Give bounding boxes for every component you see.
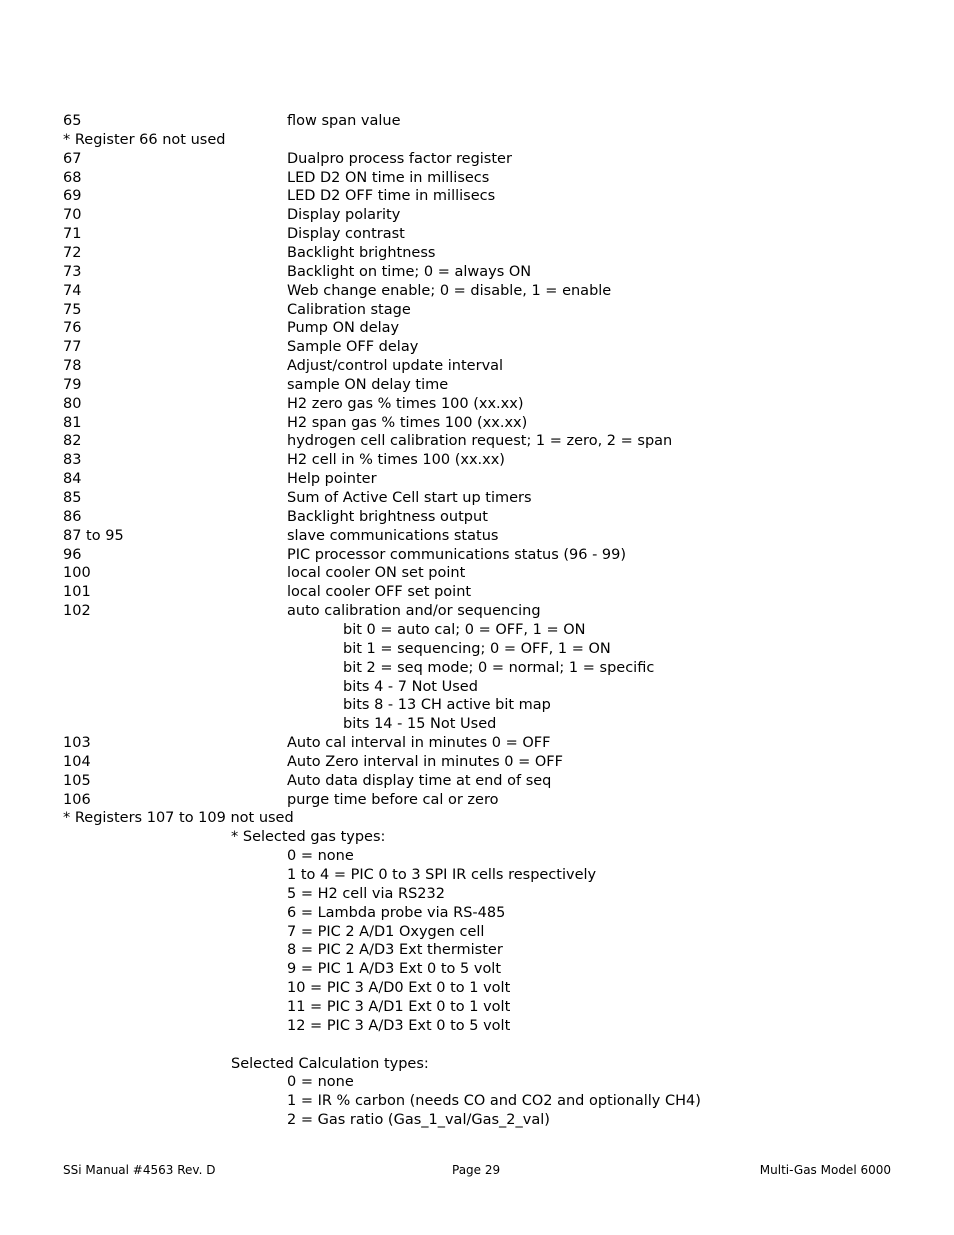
register-number: 105 — [63, 772, 91, 789]
register-number: 106 — [63, 791, 91, 808]
register-row — [0, 470, 954, 489]
type-list-heading-text: Selected Calculation types: — [231, 1055, 429, 1072]
register-number: 82 — [63, 433, 82, 450]
type-list-item — [0, 904, 954, 923]
register-number: 80 — [63, 395, 82, 412]
type-list-item — [0, 923, 954, 942]
register-number: 74 — [63, 282, 82, 299]
register-row — [0, 527, 954, 546]
footer-manual-id: SSi Manual #4563 Rev. D — [63, 1163, 216, 1177]
register-number: 87 to 95 — [63, 527, 124, 544]
register-description: H2 cell in % times 100 (xx.xx) — [287, 452, 505, 469]
type-list-item-text: 0 = none — [287, 848, 354, 865]
register-row — [0, 451, 954, 470]
register-number: 67 — [63, 150, 82, 167]
register-description: sample ON delay time — [287, 376, 449, 393]
type-list-item-text: 11 = PIC 3 A/D1 Ext 0 to 1 volt — [287, 998, 511, 1015]
type-list-item-text: 10 = PIC 3 A/D0 Ext 0 to 1 volt — [287, 980, 511, 997]
register-row — [0, 602, 954, 621]
register-row — [0, 432, 954, 451]
blank-line — [0, 1036, 954, 1055]
register-row — [0, 508, 954, 527]
register-number: 103 — [63, 735, 91, 752]
register-row — [0, 414, 954, 433]
bit-definition-row — [0, 659, 954, 678]
bit-definition-row — [0, 678, 954, 697]
register-description: Backlight brightness — [287, 244, 436, 261]
register-row — [0, 791, 954, 810]
bit-definition-text: bit 2 = seq mode; 0 = normal; 1 = specific — [343, 659, 655, 676]
footer-page-number: Page 29 — [452, 1163, 501, 1177]
register-row — [0, 169, 954, 188]
bit-definition-row — [0, 696, 954, 715]
register-note-text: * Registers 107 to 109 not used — [63, 810, 294, 827]
type-list-item-text: 12 = PIC 3 A/D3 Ext 0 to 5 volt — [287, 1017, 511, 1034]
register-description: auto calibration and/or sequencing — [287, 603, 541, 620]
register-row — [0, 301, 954, 320]
type-list-item — [0, 1092, 954, 1111]
bit-definition-text: bit 0 = auto cal; 0 = OFF, 1 = ON — [343, 621, 586, 638]
register-number: 79 — [63, 376, 82, 393]
register-description: Pump ON delay — [287, 320, 400, 337]
register-row — [0, 338, 954, 357]
register-description: Sum of Active Cell start up timers — [287, 490, 532, 506]
register-description: Auto Zero interval in minutes 0 = OFF — [287, 753, 563, 770]
register-number: 75 — [63, 301, 82, 318]
register-note — [0, 131, 954, 150]
register-row — [0, 112, 954, 131]
type-list-item-text: 8 = PIC 2 A/D3 Ext thermister — [287, 942, 503, 959]
register-description: flow span value — [287, 113, 401, 129]
register-number: 81 — [63, 414, 82, 431]
register-row — [0, 150, 954, 169]
register-number: 104 — [63, 753, 91, 770]
register-row — [0, 489, 954, 508]
bit-definition-row — [0, 715, 954, 734]
register-description: LED D2 ON time in millisecs — [287, 169, 490, 186]
type-list-heading-text: * Selected gas types: — [231, 829, 386, 846]
bit-definition-row — [0, 640, 954, 659]
register-description: PIC processor communications status (96 - 99) — [287, 546, 627, 563]
register-description: local cooler ON set point — [287, 565, 466, 582]
register-number: 69 — [63, 188, 82, 205]
register-row — [0, 282, 954, 301]
register-row — [0, 357, 954, 376]
register-number: 76 — [63, 320, 82, 337]
register-row — [0, 319, 954, 338]
register-description: Display polarity — [287, 207, 401, 224]
register-description: Auto cal interval in minutes 0 = OFF — [287, 735, 551, 752]
register-description: Calibration stage — [287, 301, 411, 318]
type-list-item-text: 1 = IR % carbon (needs CO and CO2 and optionally CH4) — [287, 1093, 701, 1110]
type-list-item-text: 5 = H2 cell via RS232 — [287, 885, 445, 902]
register-description: Web change enable; 0 = disable, 1 = enable — [287, 282, 612, 299]
register-number: 96 — [63, 546, 82, 563]
type-list-item-text: 2 = Gas ratio (Gas_1_val/Gas_2_val) — [287, 1112, 550, 1129]
register-number: 73 — [63, 263, 82, 280]
register-row — [0, 546, 954, 565]
register-description: Help pointer — [287, 471, 377, 488]
register-description: Display contrast — [287, 226, 405, 243]
type-list-item — [0, 1017, 954, 1036]
type-list-item — [0, 885, 954, 904]
register-number: 71 — [63, 226, 82, 243]
register-row — [0, 187, 954, 206]
register-number: 65 — [63, 113, 82, 129]
register-number: 102 — [63, 603, 91, 620]
type-list-item — [0, 1111, 954, 1130]
register-row — [0, 244, 954, 263]
register-number: 85 — [63, 490, 82, 506]
type-list-item — [0, 979, 954, 998]
register-row — [0, 772, 954, 791]
footer-model-name: Multi-Gas Model 6000 — [759, 1163, 891, 1177]
type-list-item — [0, 941, 954, 960]
type-list-item — [0, 998, 954, 1017]
register-number: 101 — [63, 584, 91, 601]
register-description: Backlight brightness output — [287, 508, 488, 525]
register-row — [0, 206, 954, 225]
type-list-item — [0, 847, 954, 866]
type-list-item-text: 7 = PIC 2 A/D1 Oxygen cell — [287, 923, 485, 940]
type-list-item — [0, 1073, 954, 1092]
type-list-item-text: 6 = Lambda probe via RS-485 — [287, 904, 506, 921]
register-row — [0, 225, 954, 244]
register-description: Sample OFF delay — [287, 339, 419, 356]
type-list-item-text: 9 = PIC 1 A/D3 Ext 0 to 5 volt — [287, 961, 502, 978]
register-number: 100 — [63, 565, 91, 582]
register-description: Auto data display time at end of seq — [287, 772, 552, 789]
type-list-heading — [0, 828, 954, 847]
register-number: 78 — [63, 358, 82, 375]
register-row — [0, 564, 954, 583]
register-row — [0, 583, 954, 602]
type-list-item — [0, 866, 954, 885]
bit-definition-text: bits 8 - 13 CH active bit map — [343, 697, 551, 714]
bit-definition-text: bits 14 - 15 Not Used — [343, 716, 497, 733]
register-description: Adjust/control update interval — [287, 358, 504, 375]
register-number: 84 — [63, 471, 82, 488]
register-row — [0, 376, 954, 395]
register-description: slave communications status — [287, 527, 499, 544]
register-number: 77 — [63, 339, 82, 356]
register-number: 72 — [63, 244, 82, 261]
type-list-item — [0, 960, 954, 979]
register-number: 86 — [63, 508, 82, 525]
type-list-item-text: 0 = none — [287, 1074, 354, 1091]
register-number: 83 — [63, 452, 82, 469]
register-row — [0, 263, 954, 282]
register-description: Dualpro process factor register — [287, 150, 512, 167]
bit-definition-row — [0, 621, 954, 640]
type-list-item-text: 1 to 4 = PIC 0 to 3 SPI IR cells respectively — [287, 867, 597, 883]
register-description: H2 span gas % times 100 (xx.xx) — [287, 414, 528, 431]
register-description: hydrogen cell calibration request; 1 = zero, 2 = span — [287, 433, 673, 450]
register-description: H2 zero gas % times 100 (xx.xx) — [287, 395, 524, 412]
register-number: 70 — [63, 207, 82, 224]
bit-definition-text: bit 1 = sequencing; 0 = OFF, 1 = ON — [343, 640, 611, 657]
page-footer — [0, 1162, 954, 1178]
register-description: LED D2 OFF time in millisecs — [287, 188, 496, 205]
register-row — [0, 753, 954, 772]
register-row — [0, 395, 954, 414]
register-description: purge time before cal or zero — [287, 791, 499, 808]
type-list-heading — [0, 1055, 954, 1074]
register-note — [0, 809, 954, 828]
register-description: local cooler OFF set point — [287, 584, 472, 601]
register-row — [0, 734, 954, 753]
register-note-text: * Register 66 not used — [63, 131, 226, 148]
bit-definition-text: bits 4 - 7 Not Used — [343, 678, 478, 695]
register-description: Backlight on time; 0 = always ON — [287, 263, 532, 280]
register-number: 68 — [63, 169, 82, 186]
